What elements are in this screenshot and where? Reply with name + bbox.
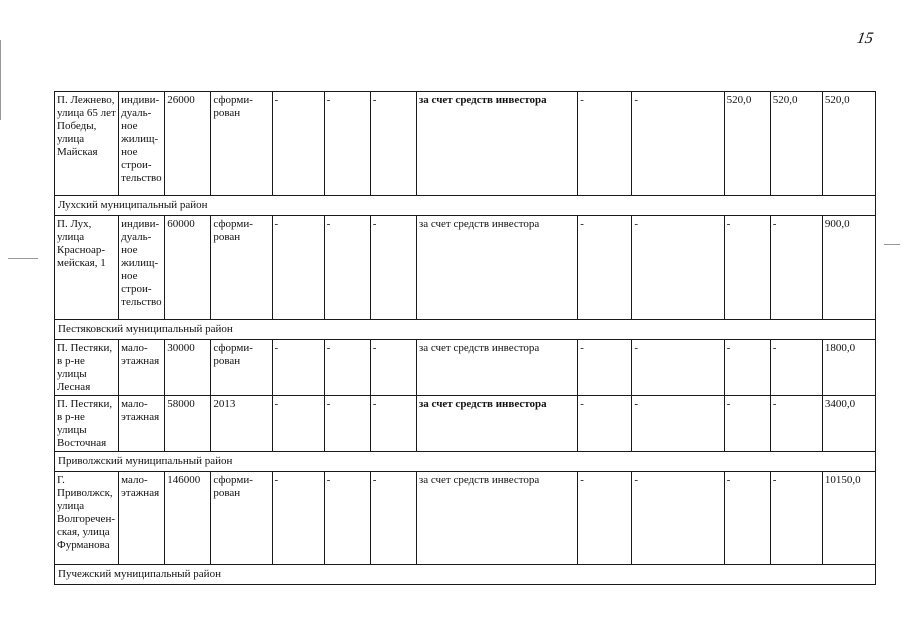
value-cell: - xyxy=(324,92,370,196)
location-cell: П. Пестяки, в р-не улицы Восточная xyxy=(55,396,119,452)
category-cell: мало-этажная xyxy=(119,472,165,565)
value-cell: - xyxy=(370,396,416,452)
total-cell: 900,0 xyxy=(822,216,875,320)
value-cell: - xyxy=(578,216,632,320)
scan-margin-mark xyxy=(0,40,1,120)
location-cell: П. Лух, улица Красноар-мейская, 1 xyxy=(55,216,119,320)
area-cell: 30000 xyxy=(165,340,211,396)
area-cell: 60000 xyxy=(165,216,211,320)
value-cell: - xyxy=(578,472,632,565)
value-cell: - xyxy=(370,92,416,196)
table-row xyxy=(55,340,876,396)
category-cell: мало-этажная xyxy=(119,340,165,396)
status-cell: 2013 xyxy=(211,396,272,452)
location-cell: Г. Приволжск, улица Волгоречен-ская, улица Фурманова xyxy=(55,472,119,565)
scan-margin-mark xyxy=(884,244,900,245)
value-cell: - xyxy=(724,340,770,396)
page-number: 15 xyxy=(855,30,875,47)
area-cell: 58000 xyxy=(165,396,211,452)
value-cell: 520,0 xyxy=(770,92,822,196)
table-row xyxy=(55,396,876,452)
total-cell: 520,0 xyxy=(822,92,875,196)
table-row xyxy=(55,92,876,196)
location-cell: П. Лежнево, улица 65 лет Победы, улица Майская xyxy=(55,92,119,196)
value-cell: - xyxy=(272,396,324,452)
value-cell: - xyxy=(578,396,632,452)
value-cell: - xyxy=(724,472,770,565)
value-cell: - xyxy=(724,396,770,452)
total-cell: 3400,0 xyxy=(822,396,875,452)
section-row xyxy=(55,452,876,472)
value-cell: - xyxy=(770,340,822,396)
value-cell: - xyxy=(578,340,632,396)
value-cell: - xyxy=(324,340,370,396)
value-cell: - xyxy=(632,92,724,196)
value-cell: - xyxy=(272,92,324,196)
value-cell: - xyxy=(324,216,370,320)
district-heading: Лухский муниципальный район xyxy=(55,196,876,216)
value-cell: - xyxy=(370,472,416,565)
value-cell: - xyxy=(770,216,822,320)
funding-cell: за счет средств инвестора xyxy=(416,472,577,565)
status-cell: сформи-рован xyxy=(211,472,272,565)
area-cell: 26000 xyxy=(165,92,211,196)
status-cell: сформи-рован xyxy=(211,92,272,196)
location-cell: П. Пестяки, в р-не улицы Лесная xyxy=(55,340,119,396)
value-cell: - xyxy=(324,396,370,452)
value-cell: 520,0 xyxy=(724,92,770,196)
value-cell: - xyxy=(632,396,724,452)
value-cell: - xyxy=(370,216,416,320)
table-row xyxy=(55,216,876,320)
funding-cell: за счет средств инвестора xyxy=(416,340,577,396)
status-cell: сформи-рован xyxy=(211,340,272,396)
funding-cell: за счет средств инвестора xyxy=(416,92,577,196)
investment-sites-table xyxy=(54,91,876,585)
funding-cell: за счет средств инвестора xyxy=(416,216,577,320)
category-cell: индиви-дуаль-ное жилищ-ное строи-тельство xyxy=(119,92,165,196)
district-heading: Пестяковский муниципальный район xyxy=(55,320,876,340)
value-cell: - xyxy=(578,92,632,196)
section-row xyxy=(55,565,876,585)
total-cell: 10150,0 xyxy=(822,472,875,565)
value-cell: - xyxy=(724,216,770,320)
status-cell: сформи-рован xyxy=(211,216,272,320)
value-cell: - xyxy=(272,472,324,565)
district-heading: Пучежский муниципальный район xyxy=(55,565,876,585)
table-row xyxy=(55,472,876,565)
value-cell: - xyxy=(632,472,724,565)
value-cell: - xyxy=(324,472,370,565)
total-cell: 1800,0 xyxy=(822,340,875,396)
category-cell: мало-этажная xyxy=(119,396,165,452)
value-cell: - xyxy=(770,472,822,565)
value-cell: - xyxy=(770,396,822,452)
scan-margin-mark xyxy=(8,258,38,259)
area-cell: 146000 xyxy=(165,472,211,565)
district-heading: Приволжский муниципальный район xyxy=(55,452,876,472)
category-cell: индиви-дуаль-ное жилищ-ное строи-тельство xyxy=(119,216,165,320)
value-cell: - xyxy=(632,340,724,396)
value-cell: - xyxy=(632,216,724,320)
value-cell: - xyxy=(272,340,324,396)
funding-cell: за счет средств инвестора xyxy=(416,396,577,452)
value-cell: - xyxy=(370,340,416,396)
section-row xyxy=(55,320,876,340)
value-cell: - xyxy=(272,216,324,320)
section-row xyxy=(55,196,876,216)
